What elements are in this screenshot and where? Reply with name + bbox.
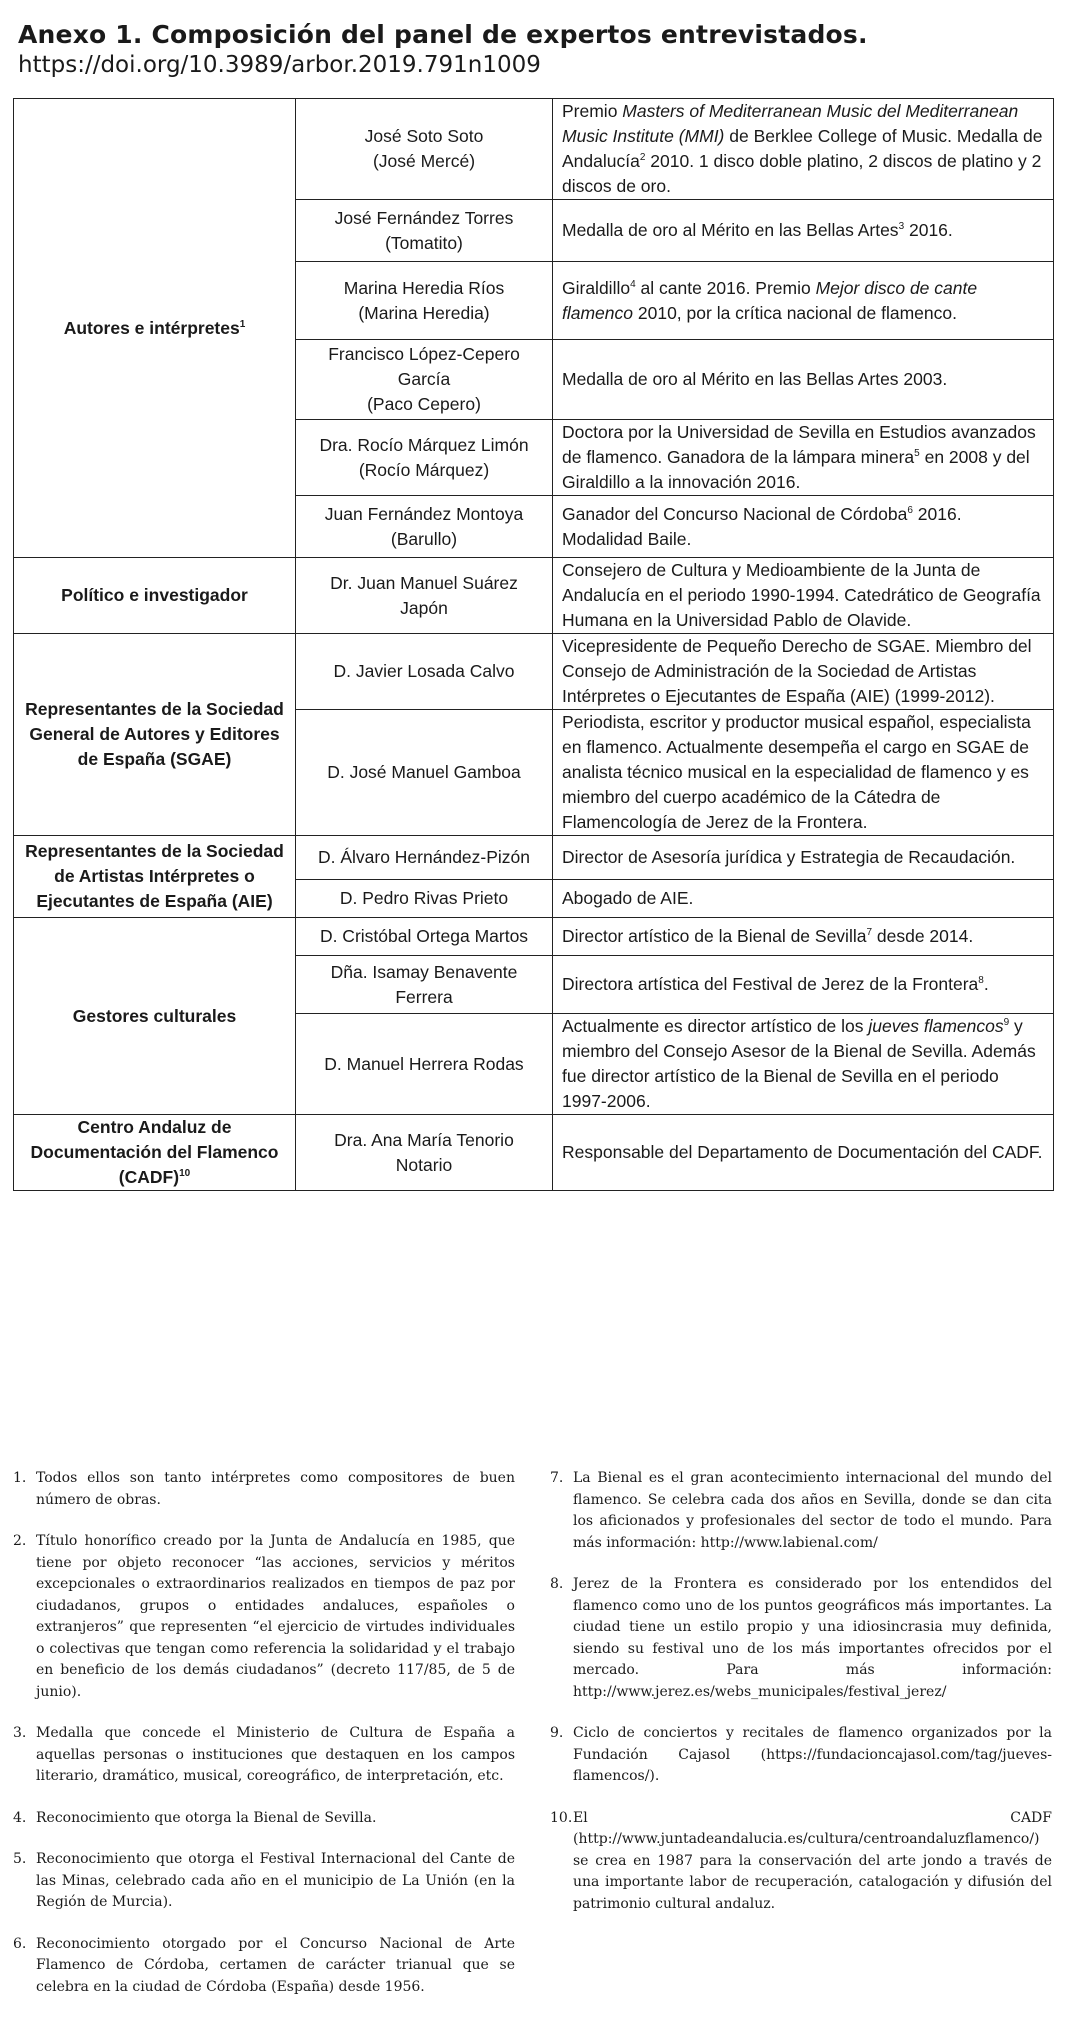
category-label: Gestores culturales	[72, 1005, 237, 1026]
description-text: Premio	[562, 101, 623, 121]
category-label: Autores e intérpretes	[63, 317, 240, 338]
description-text: Director artístico de la Bienal de Sevilla	[562, 926, 867, 946]
footnote-text: La Bienal es el gran acontecimiento internacional del mundo del flamenco. Se celebra cada dos años en Sevilla, donde se dan cita los aficionados y profesionales del sector de todo el mundo. Para más información: http://www.labienal.com/	[573, 1470, 1052, 1551]
document-header	[18, 20, 868, 80]
description-text: al cante 2016. Premio	[635, 277, 816, 298]
expert-alias: (Tomatito)	[385, 232, 463, 253]
category-cell	[14, 1115, 296, 1191]
name-cell	[296, 558, 553, 634]
expert-name: Dr. Juan Manuel Suárez Japón	[330, 572, 518, 618]
footnote-item	[13, 1934, 515, 1999]
footnote-text: Reconocimiento que otorga la Bienal de Sevilla.	[36, 1809, 377, 1826]
category-cell	[14, 836, 296, 918]
description-text: 2010. 1 disco doble platino, 2 discos de platino y 2 discos de oro.	[562, 151, 1042, 196]
footnote-ref: 9	[1003, 1017, 1010, 1029]
footnote-text: Jerez de la Frontera es considerado por los entendidos del flamenco como uno de los puntos geográficos más importantes. La ciudad tiene un estilo propio y una idiosincrasia muy definida, siendo su festival uno de los más importantes ofrecidos por el mercado. Para más información: http://www.jerez.es/webs_municipales/festival_jerez/	[573, 1576, 1052, 1700]
description-text: Consejero de Cultura y Medioambiente de la Junta de Andalucía en el periodo 1990-1994. Catedrático de Geografía Humana en la Universidad Pablo de Olavide.	[562, 560, 1041, 630]
table-row	[14, 836, 1054, 880]
name-cell	[296, 200, 553, 262]
expert-alias: (Marina Heredia)	[358, 302, 490, 323]
expert-alias: (Rocío Márquez)	[358, 459, 490, 480]
footnote-item	[550, 1468, 1052, 1554]
expert-panel-table	[13, 98, 1054, 1191]
description-text: Medalla de oro al Mérito en las Bellas Artes 2003.	[562, 369, 948, 389]
expert-alias: (Paco Cepero)	[367, 394, 481, 414]
description-cell	[553, 262, 1054, 340]
description-text: 2016.	[904, 220, 953, 240]
description-text: desde 2014.	[872, 926, 974, 946]
description-cell	[553, 558, 1054, 634]
description-text: Directora artística del Festival de Jerez de la Frontera	[562, 974, 979, 994]
name-cell	[296, 420, 553, 496]
name-cell	[296, 956, 553, 1014]
footnote-ref: 2	[639, 152, 646, 164]
footnote-number: 9.	[550, 1725, 564, 1741]
name-cell	[296, 496, 553, 558]
footnote-item	[13, 1808, 515, 1830]
footnotes-left-column	[13, 1468, 515, 2018]
expert-name: D. Manuel Herrera Rodas	[324, 1053, 524, 1074]
description-text: Actualmente es director artístico de los	[562, 1016, 869, 1036]
description-italic: jueves flamencos	[868, 1016, 1004, 1036]
description-cell	[553, 496, 1054, 558]
footnote-text: Reconocimiento que otorga el Festival Internacional del Cante de las Minas, celebrado cada año en el municipio de La Unión (en la Región de Murcia).	[36, 1851, 515, 1910]
description-text: Giraldillo	[562, 277, 631, 298]
description-text: Responsable del Departamento de Documentación del CADF.	[562, 1142, 1043, 1162]
footnote-number: 6.	[13, 1935, 27, 1952]
description-text: 2010, por la crítica nacional de flamenco.	[633, 302, 957, 323]
description-cell	[553, 1115, 1054, 1191]
expert-name: José Fernández Torres	[334, 207, 514, 228]
expert-name: Francisco López-Cepero García	[328, 344, 520, 389]
category-label: Representantes de la Sociedad de Artistas Intérpretes o Ejecutantes de España (AIE)	[25, 841, 284, 911]
footnote-number: 7.	[550, 1470, 564, 1486]
description-cell	[553, 836, 1054, 880]
footnote-ref: 3	[898, 221, 905, 233]
category-cell	[14, 634, 296, 836]
footnote-text: Título honorífico creado por la Junta de Andalucía en 1985, que tiene por objeto reconocer “las acciones, servicios y méritos excepcionales o extraordinarios realizados en tiempos de paz por ciudadanos, grupos o entidades andaluces, españoles o extranjeros” que representen “el ejercicio de virtudes individuales o colectivas que tengan como referencia la solidaridad y el trabajo en beneficio de los demás ciudadanos” (decreto 117/85, de 5 de junio).	[36, 1533, 515, 1700]
name-cell	[296, 1115, 553, 1191]
footnote-text: Reconocimiento otorgado por el Concurso Nacional de Arte Flamenco de Córdoba, certamen de carácter trianual que se celebra en la ciudad de Córdoba (España) desde 1956.	[36, 1935, 515, 1995]
name-cell	[296, 1014, 553, 1115]
footnote-ref: 1	[239, 318, 246, 330]
expert-name: Juan Fernández Montoya	[324, 503, 524, 524]
footnote-number: 3.	[13, 1725, 27, 1741]
footnote-item	[550, 1723, 1052, 1788]
description-cell	[553, 918, 1054, 956]
category-label: Representantes de la Sociedad General de Autores y Editores de España (SGAE)	[25, 699, 284, 769]
description-text: 2016. Modalidad Baile.	[562, 503, 962, 549]
footnote-ref: 8	[978, 975, 984, 987]
table-row	[14, 99, 1054, 200]
footnote-item	[13, 1531, 515, 1703]
table-row	[14, 558, 1054, 634]
name-cell	[296, 710, 553, 836]
footnote-number: 8.	[550, 1576, 564, 1592]
footnote-ref: 4	[630, 278, 636, 290]
footnote-number: 4.	[13, 1809, 27, 1826]
name-cell	[296, 99, 553, 200]
description-text: Abogado de AIE.	[562, 888, 694, 908]
category-cell	[14, 558, 296, 634]
name-cell	[296, 918, 553, 956]
description-cell	[553, 99, 1054, 200]
footnote-text: El CADF (http://www.juntadeandalucia.es/cultura/centroandaluzflamenco/) se crea en 1987 para la conservación del arte jondo a través de una importante labor de recuperación, catalogación y difusión del patrimonio cultural andaluz.	[573, 1809, 1052, 1912]
description-cell	[553, 880, 1054, 918]
description-italic: Masters of Mediterranean Music del Mediterranean Music Institute (MMI)	[562, 101, 1019, 146]
description-cell	[553, 634, 1054, 710]
description-text: Ganador del Concurso Nacional de Córdoba	[562, 503, 908, 524]
footnote-ref: 7	[866, 927, 873, 939]
expert-name: D. Cristóbal Ortega Martos	[319, 926, 529, 946]
description-text: Director de Asesoría jurídica y Estrategia de Recaudación.	[562, 847, 1016, 867]
name-cell	[296, 634, 553, 710]
footnote-text: Medalla que concede el Ministerio de Cultura de España a aquellas personas o instituciones que destaquen en los campos literario, dramático, musical, coreográfico, de interpretación, etc.	[36, 1725, 515, 1784]
expert-name: José Soto Soto	[364, 126, 484, 146]
expert-name: D. Pedro Rivas Prieto	[339, 888, 509, 908]
table-row	[14, 918, 1054, 956]
footnote-item	[550, 1574, 1052, 1703]
expert-name: D. Javier Losada Calvo	[333, 661, 515, 681]
footnote-item	[13, 1849, 515, 1914]
name-cell	[296, 340, 553, 420]
description-cell	[553, 200, 1054, 262]
footnote-item	[13, 1723, 515, 1788]
expert-alias: (José Mercé)	[372, 151, 476, 171]
footnote-item	[550, 1808, 1052, 1916]
footnote-text: Todos ellos son tanto intérpretes como compositores de buen número de obras.	[36, 1470, 515, 1508]
footnote-number: 10.	[550, 1809, 573, 1826]
description-text: de Berklee College of Music. Medalla de Andalucía	[562, 126, 1043, 171]
category-label: Centro Andaluz de Documentación del Flamenco (CADF)	[30, 1117, 279, 1187]
description-cell	[553, 420, 1054, 496]
description-cell	[553, 956, 1054, 1014]
expert-name: Marina Heredia Ríos	[343, 277, 505, 298]
table-row	[14, 1115, 1054, 1191]
expert-name: D. Álvaro Hernández-Pizón	[317, 847, 531, 867]
description-cell	[553, 1014, 1054, 1115]
expert-name: Dra. Rocío Márquez Limón	[319, 434, 529, 455]
footnote-number: 1.	[13, 1470, 27, 1486]
description-text: Periodista, escritor y productor musical español, especialista en flamenco. Actualmente desempeña el cargo en SGAE de analista técnico musical en la especialidad de flamenco y es miembro del cuerpo académico de la Cátedra de Flamencología de Jerez de la Frontera.	[562, 712, 1031, 832]
category-label: Político e investigador	[61, 585, 248, 605]
description-text: en 2008 y del Giraldillo a la innovación 2016.	[562, 447, 1030, 492]
table-row	[14, 634, 1054, 710]
description-cell	[553, 710, 1054, 836]
footnote-number: 2.	[13, 1533, 27, 1549]
expert-alias: (Barullo)	[390, 528, 458, 549]
footnote-number: 5.	[13, 1851, 27, 1867]
description-text: .	[983, 974, 989, 994]
category-cell	[14, 918, 296, 1115]
footnote-item	[13, 1468, 515, 1511]
description-cell	[553, 340, 1054, 420]
footnotes-right-column	[550, 1468, 1052, 1935]
footnote-ref: 10	[179, 1168, 191, 1180]
description-text: Doctora por la Universidad de Sevilla en Estudios avanzados de flamenco. Ganadora de la lámpara minera	[562, 422, 1036, 467]
page-title: Anexo 1. Composición del panel de expertos entrevistados.	[18, 20, 868, 49]
footnote-text: Ciclo de conciertos y recitales de flamenco organizados por la Fundación Cajasol (https://fundacioncajasol.com/tag/jueves-flamencos/).	[573, 1725, 1052, 1784]
description-text: Medalla de oro al Mérito en las Bellas Artes	[562, 220, 899, 240]
expert-name: D. José Manuel Gamboa	[327, 762, 521, 782]
description-italic: Mejor disco de cante flamenco	[562, 277, 978, 323]
doi-text: https://doi.org/10.3989/arbor.2019.791n1009	[18, 52, 541, 78]
footnote-ref: 6	[907, 504, 913, 516]
footnote-ref: 5	[914, 448, 920, 460]
name-cell	[296, 880, 553, 918]
description-text: Vicepresidente de Pequeño Derecho de SGAE. Miembro del Consejo de Administración de la Sociedad de Artistas Intérpretes o Ejecutantes de España (AIE) (1999-2012).	[562, 636, 1032, 706]
name-cell	[296, 262, 553, 340]
description-text: y miembro del Consejo Asesor de la Bienal de Sevilla. Además fue director artístico de la Bienal de Sevilla en el periodo 1997-2006.	[562, 1016, 1036, 1111]
name-cell	[296, 836, 553, 880]
expert-name: Dña. Isamay Benavente Ferrera	[330, 961, 518, 1007]
expert-name: Dra. Ana María Tenorio Notario	[334, 1129, 514, 1175]
category-cell	[14, 99, 296, 558]
